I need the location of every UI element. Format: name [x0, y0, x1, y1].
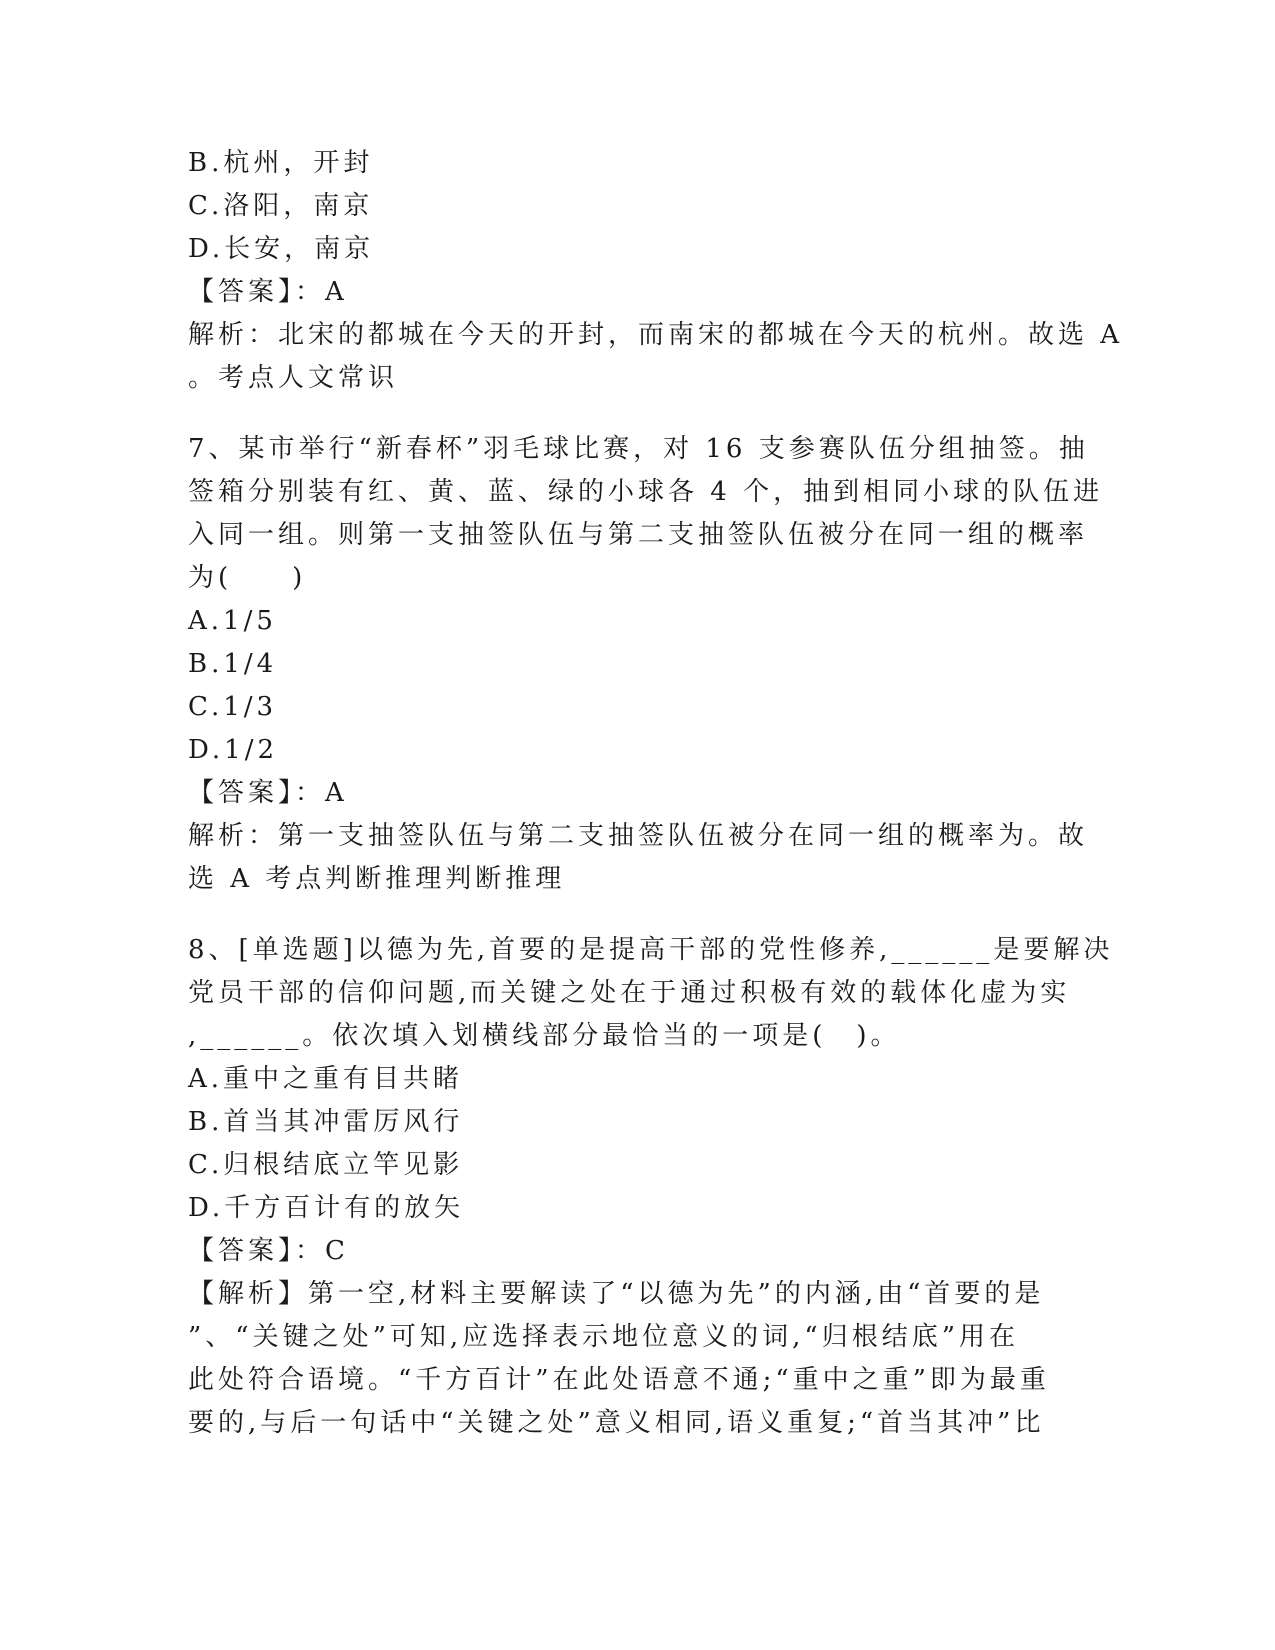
- analysis-line: 此处符合语境。“千方百计”在此处语意不通;“重中之重”即为最重: [188, 1365, 1050, 1395]
- analysis-line: 解析：北宋的都城在今天的开封，而南宋的都城在今天的杭州。故选 A: [188, 320, 1124, 350]
- option-b: B.1/4: [188, 649, 278, 679]
- spacer: [188, 400, 1088, 428]
- analysis-line: 【解析】第一空,材料主要解读了“以德为先”的内涵,由“首要的是: [188, 1279, 1045, 1309]
- option-a: A.1/5: [188, 606, 277, 636]
- analysis-line: ”、“关键之处”可知,应选择表示地位意义的词,“归根结底”用在: [188, 1322, 1019, 1352]
- analysis-line: 选 A 考点判断推理判断推理: [188, 864, 566, 894]
- question-6: [188, 142, 1124, 400]
- answer-line: 【答案】：A: [188, 277, 348, 307]
- option-c: C.归根结底立竿见影: [188, 1150, 464, 1180]
- question-7: [188, 428, 1104, 901]
- option-a: A.重中之重有目共睹: [188, 1064, 464, 1094]
- question-stem-line: 签箱分别装有红、黄、蓝、绿的小球各 4 个，抽到相同小球的队伍进: [188, 477, 1104, 507]
- question-stem-line: 为( ): [188, 563, 307, 593]
- analysis-line: 。考点人文常识: [188, 363, 399, 393]
- question-8: [188, 929, 1114, 1445]
- question-stem-line: 入同一组。则第一支抽签队伍与第二支抽签队伍被分在同一组的概率: [188, 520, 1089, 550]
- question-stem-line: 7、某市举行“新春杯”羽毛球比赛，对 16 支参赛队伍分组抽签。抽: [188, 434, 1089, 464]
- question-stem-line: 党员干部的信仰问题,而关键之处在于通过积极有效的载体化虚为实: [188, 978, 1071, 1008]
- question-stem-line: ,______。依次填入划横线部分最恰当的一项是( )。: [188, 1021, 901, 1051]
- option-b: B.杭州，开封: [188, 148, 374, 178]
- analysis-line: 要的,与后一句话中“关键之处”意义相同,语义重复;“首当其冲”比: [188, 1408, 1045, 1438]
- option-d: D.千方百计有的放矢: [188, 1193, 465, 1223]
- spacer: [188, 901, 1088, 929]
- question-stem-line: 8、[单选题]以德为先,首要的是提高干部的党性修养,______是要解决: [188, 935, 1114, 965]
- option-d: D.长安，南京: [188, 234, 375, 264]
- option-c: C.洛阳，南京: [188, 191, 374, 221]
- analysis-line: 解析：第一支抽签队伍与第二支抽签队伍被分在同一组的概率为。故: [188, 821, 1089, 851]
- option-b: B.首当其冲雷厉风行: [188, 1107, 464, 1137]
- option-d: D.1/2: [188, 735, 279, 765]
- document-page: [188, 142, 1124, 1445]
- option-c: C.1/3: [188, 692, 278, 722]
- answer-line: 【答案】：A: [188, 778, 348, 808]
- answer-line: 【答案】：C: [188, 1236, 349, 1266]
